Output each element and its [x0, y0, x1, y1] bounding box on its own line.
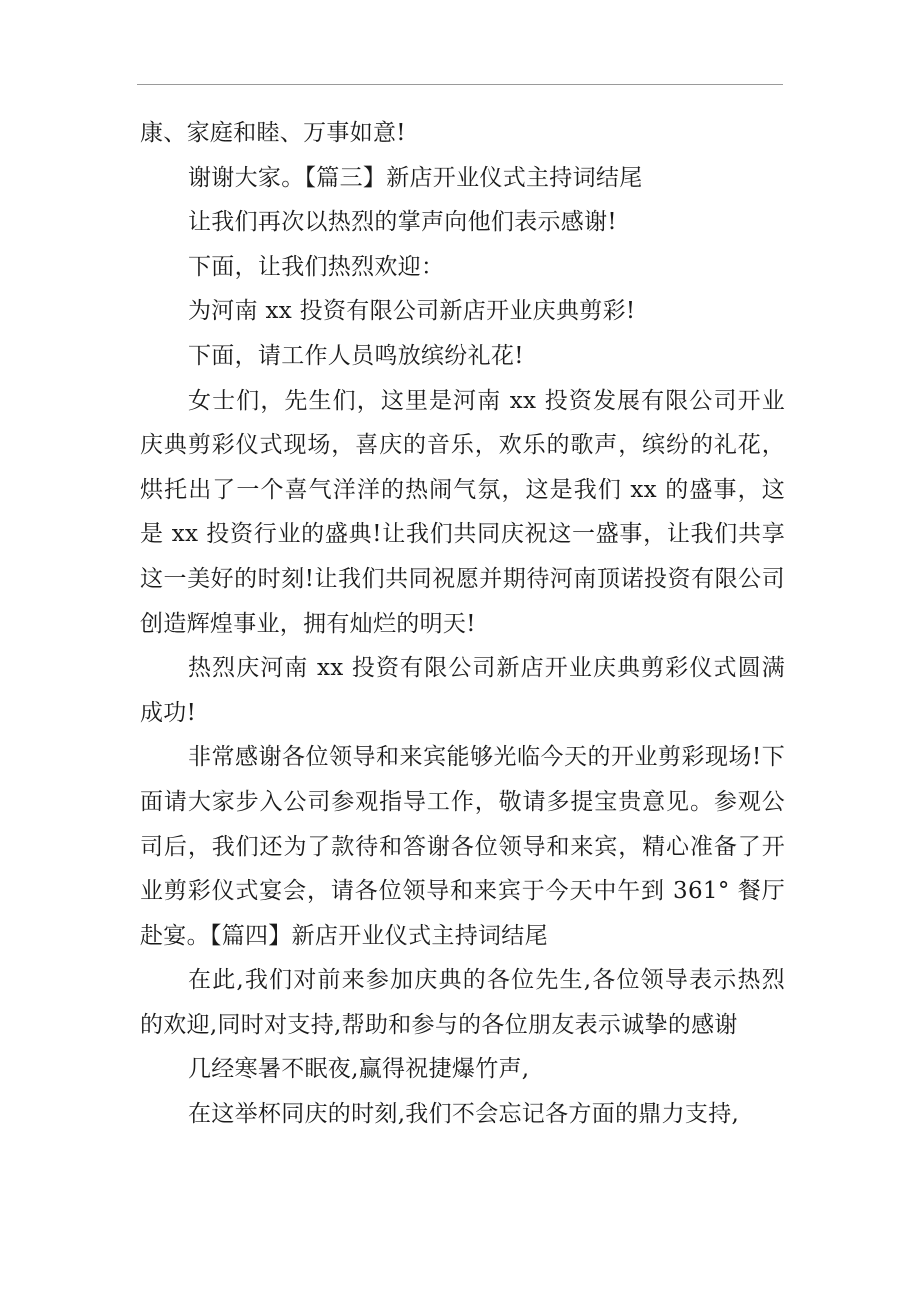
paragraph: 几经寒暑不眠夜,赢得祝捷爆竹声,: [188, 1056, 530, 1083]
document-body: [140, 111, 785, 1137]
paragraph: 康、家庭和睦、万事如意!: [140, 120, 406, 146]
paragraph: 下面，请工作人员鸣放缤纷礼花!: [188, 342, 524, 369]
header-rule: [137, 84, 783, 85]
paragraph: 让我们再次以热烈的掌声向他们表示感谢!: [188, 209, 617, 236]
paragraph: 热烈庆河南 xx 投资有限公司新店开业庆典剪彩仪式圆满成功!: [140, 655, 785, 726]
paragraph: 在此,我们对前来参加庆典的各位先生,各位领导表示热烈的欢迎,同时对支持,帮助和参与的各位朋友表示诚挚的感谢: [140, 967, 785, 1038]
paragraph: 非常感谢各位领导和来宾能够光临今天的开业剪彩现场!下面请大家步入公司参观指导工作，敬请多提宝贵意见。参观公司后，我们还为了款待和答谢各位领导和来宾，精心准备了开业剪彩仪式宴会，请各位领导和来宾于今天中午到 361° 餐厅赴宴。【篇四】新店开业仪式主持词结尾: [140, 744, 785, 949]
paragraph: 女士们，先生们，这里是河南 xx 投资发展有限公司开业庆典剪彩仪式现场，喜庆的音乐，欢乐的歌声，缤纷的礼花，烘托出了一个喜气洋洋的热闹气氛，这是我们 xx 的盛事，这是 xx 投资行业的盛典!让我们共同庆祝这一盛事，让我们共享这一美好的时刻!让我们共同祝愿并期待河南顶诺投资有限公司创造辉煌事业，拥有灿烂的明天!: [140, 387, 785, 637]
paragraph: 谢谢大家。【篇三】新店开业仪式主持词结尾: [188, 164, 643, 191]
paragraph: 下面，让我们热烈欢迎：: [188, 253, 445, 280]
paragraph: 在这举杯同庆的时刻,我们不会忘记各方面的鼎力支持,: [188, 1101, 740, 1128]
paragraph: 为河南 xx 投资有限公司新店开业庆典剪彩!: [188, 298, 636, 325]
